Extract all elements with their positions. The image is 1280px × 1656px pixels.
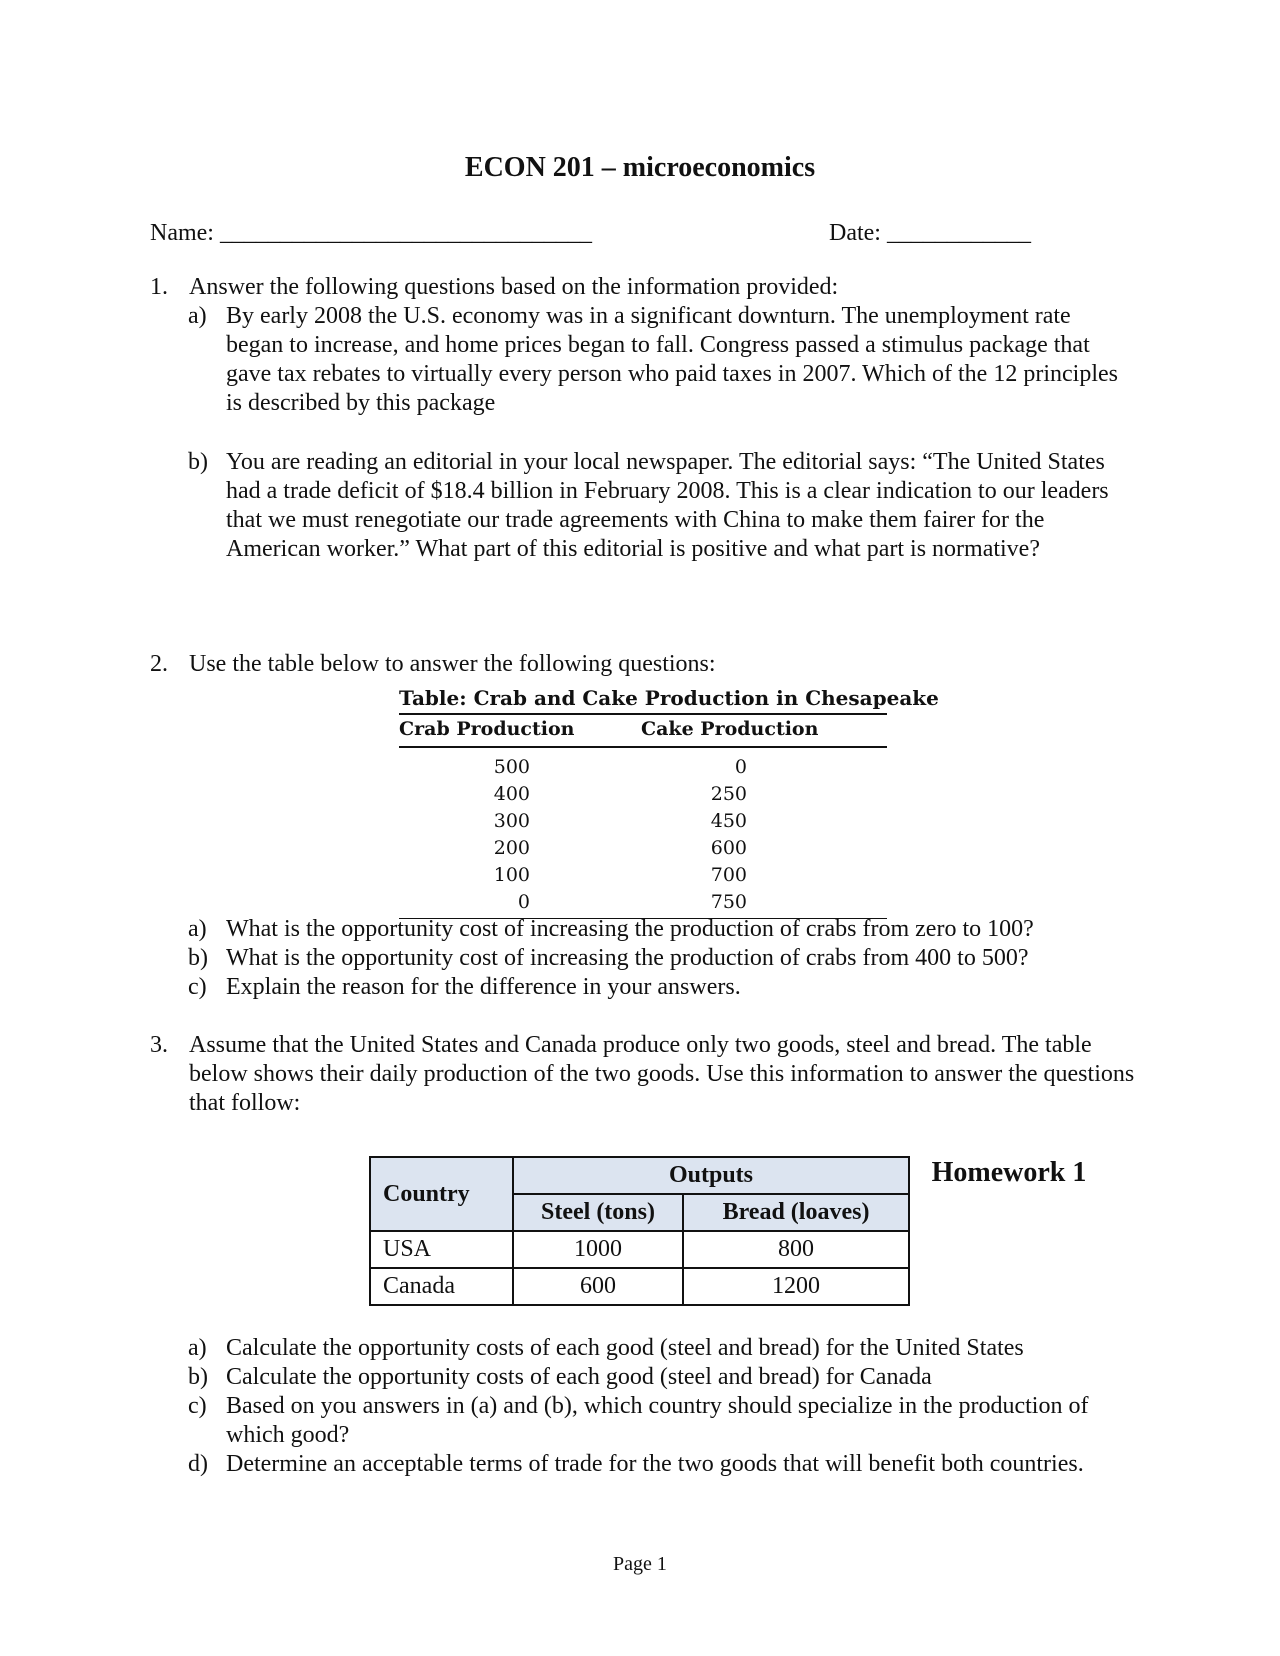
- table-row: [399, 781, 887, 808]
- question-2a-letter: a): [188, 916, 207, 942]
- bread-cell: 800: [683, 1231, 909, 1268]
- question-3c-text: Based on you answers in (a) and (b), which country should specialize in the production of which good?: [226, 1393, 1089, 1448]
- question-2b-letter: b): [188, 945, 208, 971]
- question-2b-text: What is the opportunity cost of increasing the production of crabs from 400 to 500?: [226, 945, 1029, 971]
- cake-value: 600: [710, 837, 747, 859]
- question-3d-letter: d): [188, 1451, 208, 1477]
- cake-value: 750: [710, 891, 747, 913]
- crab-cake-table: [399, 683, 939, 919]
- page-number: Page 1: [613, 1553, 667, 1575]
- cake-value: 450: [710, 810, 747, 832]
- question-1a-text: By early 2008 the U.S. economy was in a significant downturn. The unemployment rate began to increase, and home prices began to fall. Congress passed a stimulus package that gave tax rebates to virtually every person who paid taxes in 2007. Which of the 12 principles is described by this package: [226, 303, 1118, 416]
- question-3b-text: Calculate the opportunity costs of each good (steel and bread) for Canada: [226, 1364, 932, 1390]
- document-title: ECON 201 – microeconomics: [464, 152, 816, 183]
- crab-value: 300: [493, 810, 530, 832]
- question-2-text: Use the table below to answer the following questions:: [189, 651, 716, 677]
- question-2a-text: What is the opportunity cost of increasing the production of crabs from zero to 100?: [226, 916, 1034, 942]
- table-row: [399, 889, 887, 916]
- question-1b-text: You are reading an editorial in your local newspaper. The editorial says: “The United States had a trade deficit of $18.4 billion in February 2008. This is a clear indication to our leaders that we must renegotiate our trade agreements with China to make them fairer for the American worker.” What part of this editorial is positive and what part is normative?: [226, 449, 1109, 562]
- crab-value: 500: [493, 756, 530, 778]
- question-2c-text: Explain the reason for the difference in your answers.: [226, 974, 741, 1000]
- crab-value: 200: [493, 837, 530, 859]
- name-field-line: Name: _______________________________: [150, 220, 592, 246]
- bread-cell: 1200: [683, 1268, 909, 1305]
- crab-cake-table-caption: Table: Crab and Cake Production in Chesapeake: [399, 686, 939, 710]
- header-steel: Steel (tons): [513, 1194, 683, 1231]
- table-row: [399, 808, 887, 835]
- table-header-row: [370, 1157, 909, 1194]
- table-row: [370, 1268, 909, 1305]
- question-3b-letter: b): [188, 1364, 208, 1390]
- cake-value: 250: [710, 783, 747, 805]
- crab-value: 100: [493, 864, 530, 886]
- question-1a-letter: a): [188, 303, 207, 329]
- date-field-line: Date: ____________: [829, 220, 1031, 246]
- question-3c-letter: c): [188, 1393, 207, 1419]
- steel-cell: 1000: [513, 1231, 683, 1268]
- table-row: [370, 1231, 909, 1268]
- header-outputs: Outputs: [513, 1157, 909, 1194]
- question-1b-letter: b): [188, 449, 208, 475]
- question-3-text: Assume that the United States and Canada produce only two goods, steel and bread. The table below shows their daily production of the two goods. Use this information to answer the questions that follow:: [189, 1032, 1135, 1116]
- table-row: [399, 862, 887, 889]
- country-cell: USA: [370, 1231, 513, 1268]
- document-subtitle: Homework 1: [931, 1157, 1087, 1188]
- question-3a-letter: a): [188, 1335, 207, 1361]
- outputs-table: [369, 1156, 910, 1306]
- question-3a-text: Calculate the opportunity costs of each good (steel and bread) for the United States: [226, 1335, 1024, 1361]
- question-3-number: 3.: [150, 1032, 168, 1058]
- country-cell: Canada: [370, 1268, 513, 1305]
- question-1-number: 1.: [150, 274, 168, 300]
- crab-value: 0: [517, 891, 530, 913]
- cake-value: 700: [710, 864, 747, 886]
- crab-value: 400: [493, 783, 530, 805]
- question-2-number: 2.: [150, 651, 168, 677]
- crab-cake-table-header: [399, 713, 887, 748]
- question-1-text: Answer the following questions based on the information provided:: [189, 274, 839, 300]
- header-cake-production: Cake Production: [641, 718, 819, 740]
- header-crab-production: Crab Production: [399, 718, 575, 740]
- crab-cake-table-body: [399, 748, 887, 919]
- table-row: [399, 754, 887, 781]
- header-bread: Bread (loaves): [683, 1194, 909, 1231]
- cake-value: 0: [734, 756, 747, 778]
- question-3d-text: Determine an acceptable terms of trade for the two goods that will benefit both countries.: [226, 1451, 1084, 1477]
- steel-cell: 600: [513, 1268, 683, 1305]
- question-2c-letter: c): [188, 974, 207, 1000]
- table-row: [399, 835, 887, 862]
- header-country: Country: [370, 1157, 513, 1231]
